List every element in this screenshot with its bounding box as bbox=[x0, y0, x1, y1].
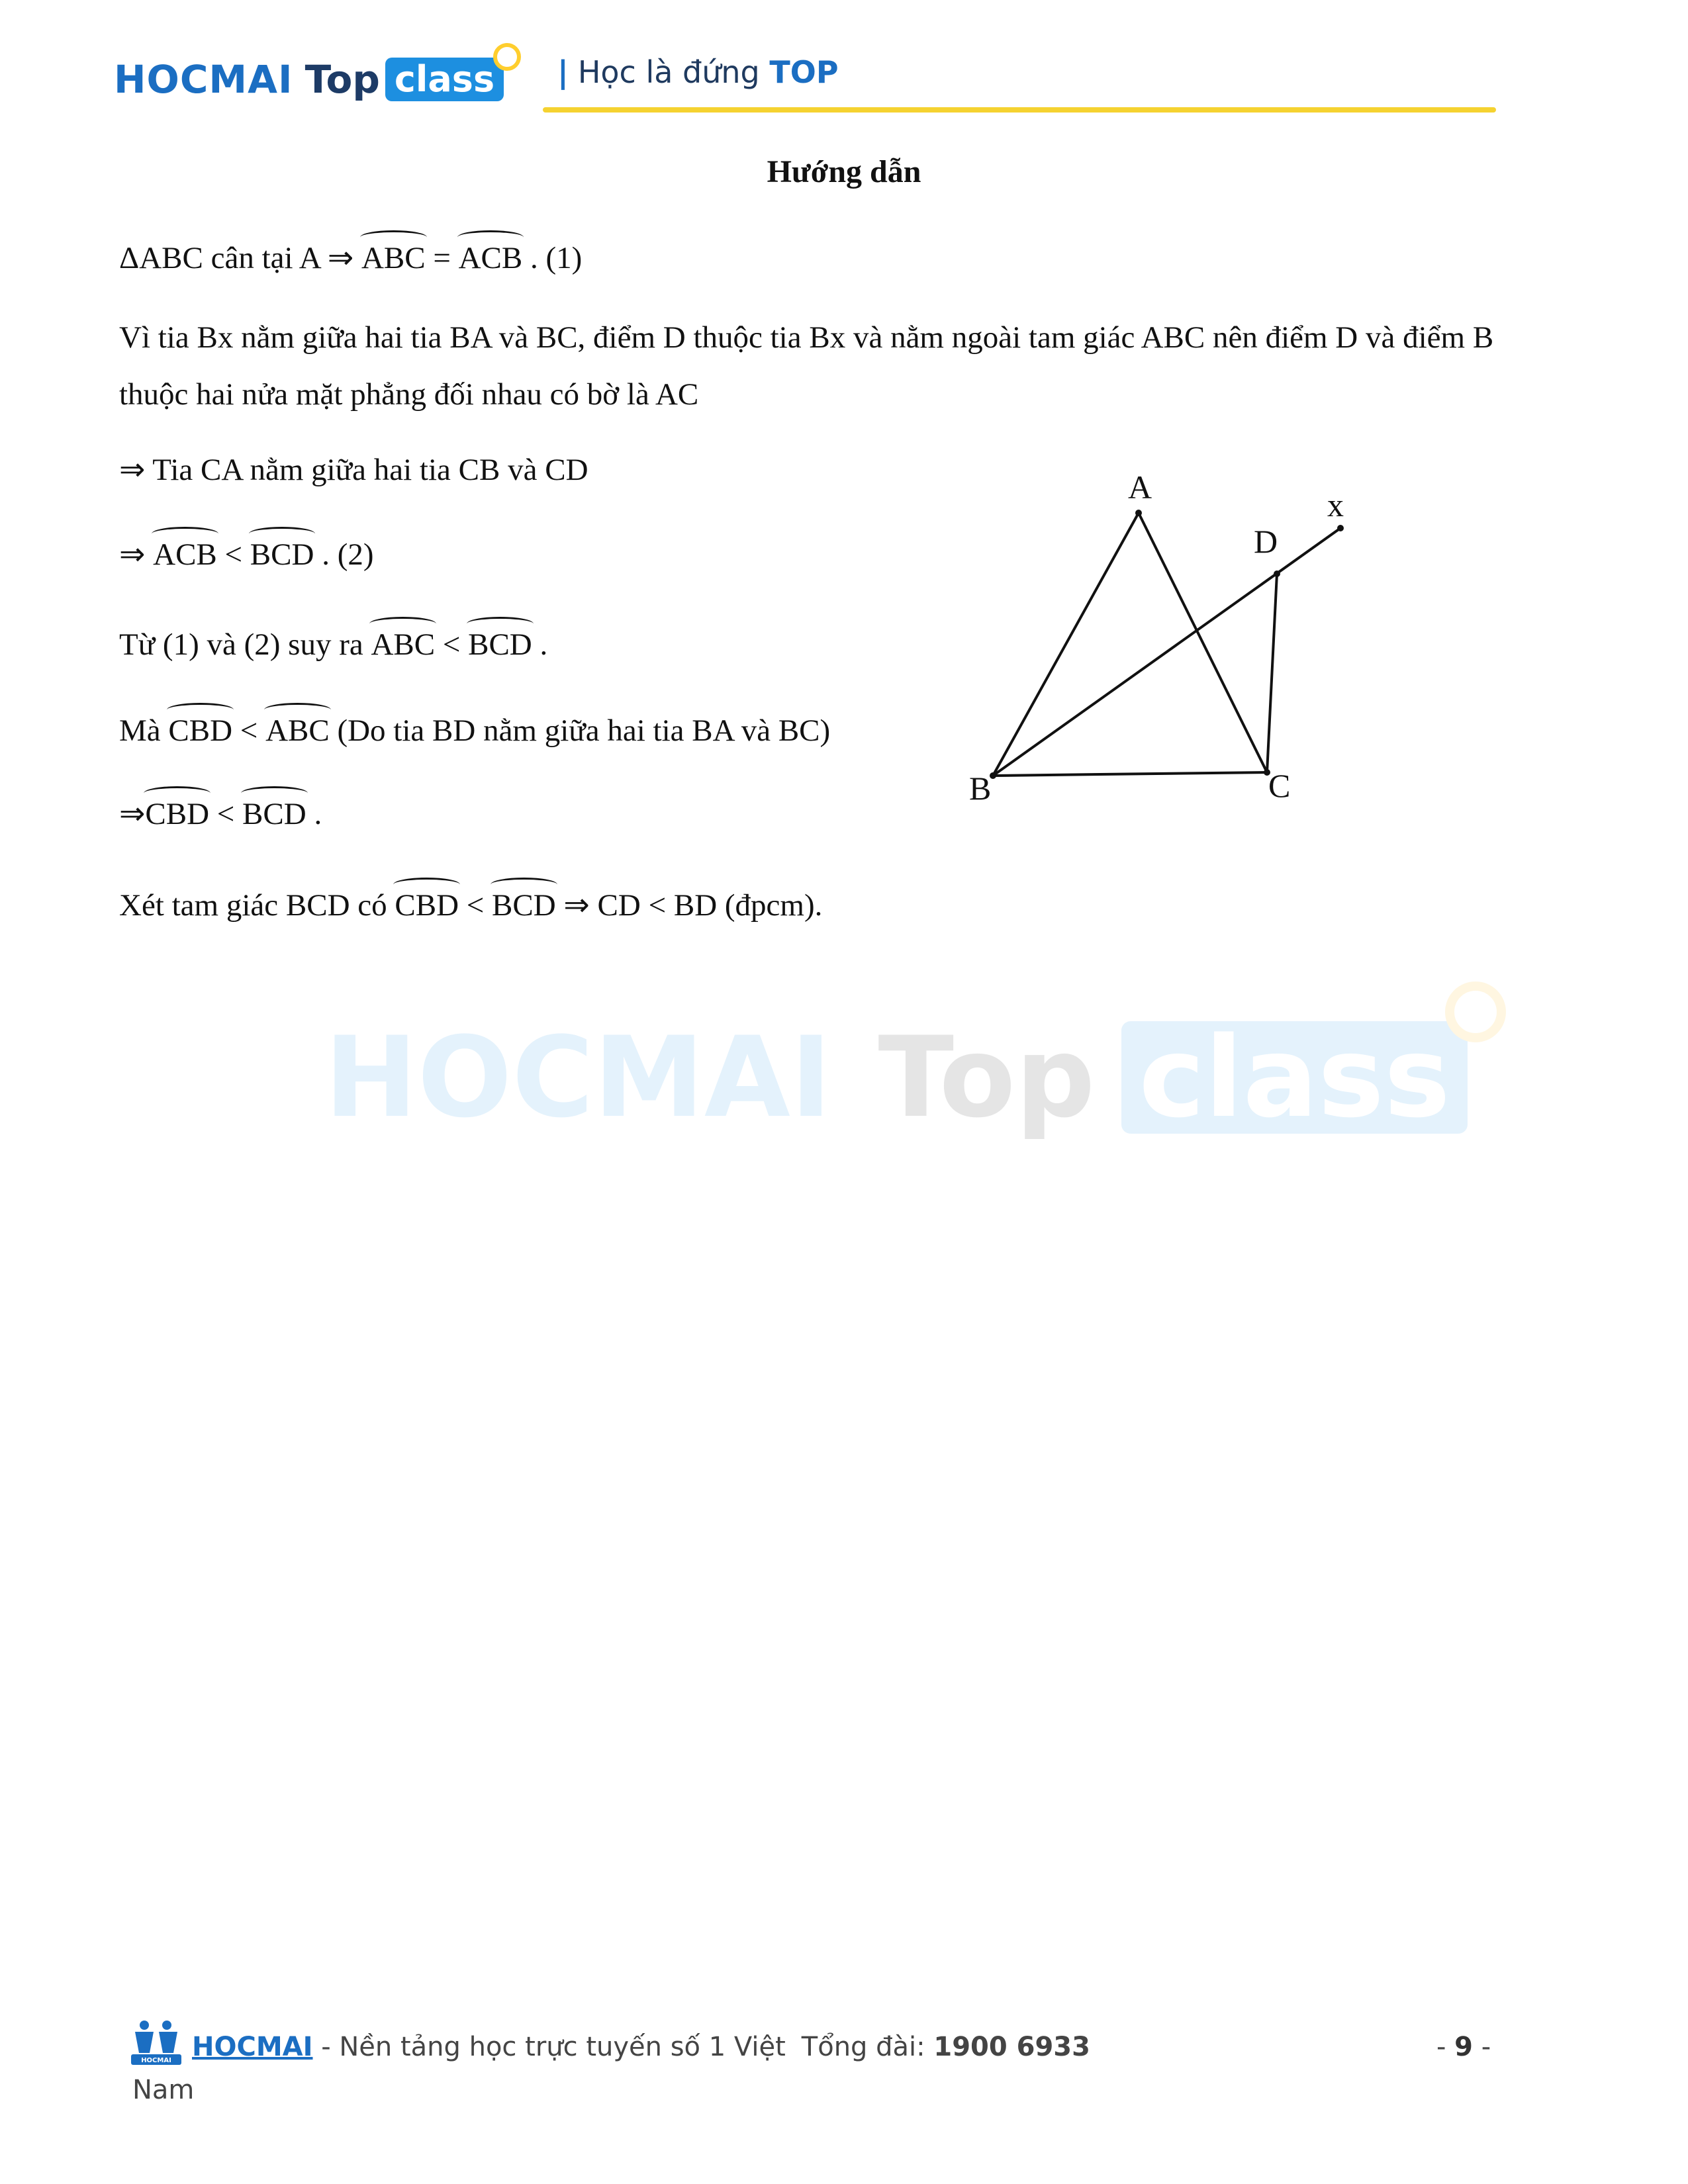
label-b: B bbox=[969, 770, 992, 807]
tagline-text: Học là đứng bbox=[577, 54, 760, 90]
solution-line-9: Xét tam giác BCD có CBD < BCD ⇒ CD < BD (đpcm). bbox=[119, 886, 822, 925]
solution-line-1: ΔABC cân tại A ⇒ ABC = ACB . (1) bbox=[119, 238, 582, 278]
logo-class-badge bbox=[385, 58, 504, 101]
logo-top-text: Top bbox=[305, 57, 380, 102]
angle-bcd: BCD bbox=[250, 535, 314, 574]
logo-hocmai-text: HOCMAI bbox=[114, 57, 293, 102]
watermark-top: Top bbox=[878, 1013, 1096, 1142]
solution-line-8: ⇒CBD < BCD . bbox=[119, 794, 322, 834]
point-x bbox=[1337, 525, 1344, 531]
header-tagline: | Học là đứng TOP bbox=[557, 54, 839, 90]
footer-icon-text: HOCMAI bbox=[141, 2057, 171, 2064]
footer-brand-link[interactable]: HOCMAI bbox=[192, 2032, 313, 2062]
tagline-highlight: TOP bbox=[769, 54, 839, 90]
segment-ac bbox=[1139, 513, 1267, 772]
angle-acb: ACB bbox=[153, 535, 217, 574]
solution-line-5: ⇒ ACB < BCD . (2) bbox=[119, 535, 374, 574]
angle-abc: ABC bbox=[371, 625, 435, 664]
footer-text-cont: Nam bbox=[132, 2075, 195, 2105]
point-a bbox=[1135, 510, 1142, 516]
angle-abc: ABC bbox=[265, 711, 330, 751]
angle-bcd: BCD bbox=[468, 625, 532, 664]
watermark-class: class bbox=[1139, 1013, 1450, 1142]
angle-abc: ABC bbox=[361, 238, 426, 278]
ray-bx bbox=[993, 528, 1340, 776]
solution-line-7: Mà CBD < ABC (Do tia BD nằm giữa hai tia BA và BC) bbox=[119, 711, 830, 751]
page-number: - 9 - bbox=[1436, 2032, 1491, 2062]
footer-hotline-label: Tổng đài: bbox=[801, 2032, 925, 2062]
point-d bbox=[1274, 570, 1280, 577]
footer-tagline bbox=[192, 2032, 1090, 2062]
logo-class-text: class bbox=[394, 58, 495, 100]
watermark-logo bbox=[324, 1013, 1468, 1142]
angle-bcd: BCD bbox=[242, 794, 306, 834]
angle-bcd: BCD bbox=[492, 886, 556, 925]
watermark-sun-icon bbox=[1445, 981, 1506, 1042]
angle-cbd: CBD bbox=[145, 794, 209, 834]
label-d: D bbox=[1254, 523, 1278, 560]
hocmai-footer-icon bbox=[130, 2019, 183, 2068]
solution-line-2: Vì tia Bx nằm giữa hai tia BA và BC, điểm D thuộc tia Bx và nằm ngoài tam giác ABC nên điểm D và điểm B bbox=[119, 320, 1494, 355]
footer-text: - Nền tảng học trực tuyến số 1 Việt bbox=[312, 2032, 786, 2062]
triangle-figure bbox=[940, 450, 1403, 821]
solution-line-4: ⇒ Tia CA nằm giữa hai tia CB và CD bbox=[119, 453, 588, 487]
label-c: C bbox=[1268, 767, 1291, 804]
angle-cbd: CBD bbox=[395, 886, 459, 925]
footer-hotline: 1900 6933 bbox=[933, 2032, 1090, 2062]
label-x: x bbox=[1327, 486, 1344, 523]
segment-bc bbox=[993, 772, 1267, 776]
watermark-class-badge bbox=[1121, 1013, 1468, 1142]
hocmai-topclass-logo bbox=[114, 46, 504, 113]
angle-acb: ACB bbox=[459, 238, 523, 278]
header-divider bbox=[543, 107, 1496, 113]
label-a: A bbox=[1128, 469, 1152, 506]
watermark-hocmai: HOCMAI bbox=[324, 1013, 832, 1142]
solution-line-6: Từ (1) và (2) suy ra ABC < BCD . bbox=[119, 625, 547, 664]
sun-icon bbox=[493, 43, 521, 71]
segment-cd bbox=[1267, 574, 1277, 772]
solution-line-3: thuộc hai nửa mặt phẳng đối nhau có bờ là AC bbox=[119, 377, 699, 412]
section-title: Hướng dẫn bbox=[767, 154, 921, 189]
angle-cbd: CBD bbox=[168, 711, 232, 751]
segment-ab bbox=[993, 513, 1139, 776]
